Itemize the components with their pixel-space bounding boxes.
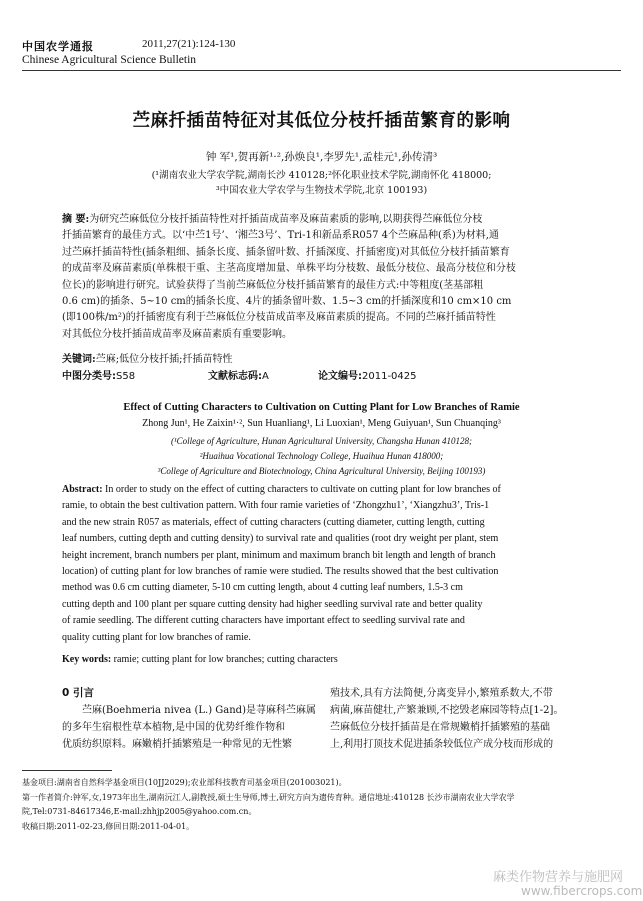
authors-cn: 钟 军¹,贺再新¹·²,孙焕良¹,李罗先¹,孟桂元¹,孙传清³	[205, 151, 438, 163]
keywords-en	[62, 652, 584, 668]
footnote-dates: 收稿日期:2011-02-23,修回日期:2011-04-01。	[22, 822, 195, 831]
keywords-en-text: ramie; cutting plant for low branches; cutting characters	[113, 654, 338, 665]
abstract-en-line: leaf numbers, cutting depth and cutting density) to survival rate and qualities (root dry weight per plant, stem	[62, 533, 499, 545]
article-number: 论文编号:2011-0425	[318, 371, 417, 382]
intro-line: 殖技术,具有方法简便,分离变异小,繁殖系数大,不带	[330, 688, 553, 699]
document-code: 文献标志码:A	[208, 371, 269, 382]
abstract-cn-label: 摘 要:	[62, 214, 90, 225]
abstract-cn-line: 摘 要:为研究苎麻低位分枝扦插苗特性对扦插苗成苗率及麻苗素质的影响,以期获得苎麻低位分枝	[62, 214, 483, 225]
affiliation-en-line: ³College of Agriculture and Biotechnology, China Agricultural University, Beijing 100193)	[157, 466, 486, 476]
keywords-cn-label: 关键词:	[62, 354, 96, 365]
authors-en: Zhong Jun¹, He Zaixin¹·², Sun Huanliang¹, Li Luoxian¹, Meng Guiyuan¹, Sun Chuanqing³	[142, 418, 501, 429]
clc-number: 中图分类号:S58	[62, 371, 136, 382]
keywords-cn-text: 苎麻;低位分枝扦插;扦插苗特性	[95, 354, 233, 365]
abstract-en-line: quality cutting plant for low branches of ramie.	[62, 631, 251, 643]
affiliation-en-line: (¹College of Agriculture, Hunan Agricultural University, Changsha Hunan 410128;	[170, 436, 473, 446]
watermark-text: 麻类作物营养与施肥网	[493, 870, 624, 885]
paper-title-cn: 苎麻扦插苗特征对其低位分枝扦插苗繁育的影响	[132, 111, 511, 131]
abstract-cn-line: 的成苗率及麻苗素质(单株根干重、主茎高度增加量、单株平均分枝数、最低分枝位、最高分枝位和分枝	[62, 263, 516, 275]
journal-volume: 2011,27(21):124-130	[142, 38, 236, 50]
footnote-funding: 基金项目:湖南省自然科学基金项目(10JJ2029);农业部科技教育司基金项目(201003021)。	[22, 778, 347, 787]
abstract-cn-line: 0.6 cm)的插条、5~10 cm的插条长度、4片的插条留叶数、1.5~3 cm的扦插深度和10 cm×10 cm	[62, 296, 512, 308]
intro-line: 的多年生宿根性草本植物,是中国的优势纤维作物和	[62, 722, 286, 733]
footnote-author: 第一作者简介:钟军,女,1973年出生,湖南沅江人,副教授,硕士生导师,博士,研究方向为遗传育种。通信地址:410128 长沙市湖南农业大学农学	[22, 793, 515, 802]
abstract-cn	[62, 212, 584, 343]
intro-line: 苎麻低位分枝扦插苗是在常规嫩梢扦插繁殖的基础	[330, 722, 550, 733]
paper-title-en: Effect of Cutting Characters to Cultivation on Cutting Plant for Low Branches of Ramie	[123, 402, 520, 413]
keywords-cn	[62, 350, 232, 365]
affiliation-cn-line: (¹湖南农业大学农学院,湖南长沙 410128;²怀化职业技术学院,湖南怀化 418000;	[151, 170, 492, 181]
abstract-cn-line: 扦插苗繁育的最佳方式。以‘中苎1号’、‘湘苎3号’、Tri-1和新品系R057 4个苎麻品种(系)为材料,通	[62, 230, 499, 242]
abstract-en-line: ramie, to obtain the best cultivation pattern. With four ramie varieties of ‘Zhongzhu1’, ‘Xiangzhu3’, Tris-1	[62, 500, 490, 512]
abstract-en-line: method was 0.6 cm cutting diameter, 5-10 cm cutting length, about 4 cutting leaf numbers, 1.5-3 cm	[62, 582, 463, 594]
abstract-en-line: location) of cutting plant for low branches of ramie were studied. The results showed that the best cultivation	[62, 566, 499, 578]
abstract-en	[62, 482, 584, 646]
footnote-author-contact: 院,Tel:0731-84617346,E-mail:zhhjp2005@yahoo.com.cn。	[22, 807, 257, 816]
abstract-cn-line: (即100株/m²)的扦插密度有利于苎麻低位分枝苗成苗率及麻苗素质的提高。不同的苎麻扦插苗特性	[62, 312, 496, 324]
abstract-en-line: cutting depth and 100 plant per square cutting density had higher seedling survival rate and better quality	[62, 598, 483, 610]
header-rule	[22, 70, 621, 71]
abstract-en-line: and the new strain R057 as materials, effect of cutting characters (cutting diameter, cutting length, cutting	[62, 516, 485, 528]
journal-name-en: Chinese Agricultural Science Bulletin	[22, 54, 197, 66]
journal-name-cn: 中国农学通报	[22, 40, 94, 53]
intro-line: 病菌,麻苗健壮,产繁兼顾,不挖毁老麻园等特点[1-2]。	[330, 705, 564, 716]
abstract-en-line: Abstract: In order to study on the effect of cutting characters to cultivate on cutting plant for low branches of	[62, 484, 501, 495]
intro-right-column	[330, 685, 592, 753]
keywords-en-label: Key words:	[62, 654, 112, 665]
intro-line: 苎麻(Boehmeria nivea (L.) Gand)是荨麻科苎麻属	[82, 705, 316, 716]
affiliation-en-line: ²Huaihua Vocational Technology College, Huaihua Hunan 418000;	[199, 451, 444, 461]
abstract-en-line: height increment, branch numbers per plant, minimum and maximum branch bit length and length of branch	[62, 549, 496, 561]
intro-line: 优质纺织原料。麻嫩梢扦插繁殖是一种常见的无性繁	[62, 739, 292, 750]
footnote-rule	[22, 770, 112, 771]
abstract-cn-line: 过苎麻扦插苗特性(插条粗细、插条长度、插条留叶数、扦插深度、扦插密度)对其低位分枝扦插苗繁育	[62, 246, 510, 258]
intro-heading: 0 引言	[62, 687, 94, 699]
abstract-en-label: Abstract:	[62, 484, 103, 495]
abstract-cn-line: 位长)的影响进行研究。试验获得了当前苎麻低位分枝扦插苗繁育的最佳方式:中等粗度(茎基部粗	[62, 279, 484, 291]
watermark-url: www.fibercrops.com	[521, 884, 643, 898]
affiliation-cn-line: ³中国农业大学农学与生物技术学院,北京 100193)	[215, 185, 428, 196]
intro-line: 上,利用打顶技术促进插条较低位产成分枝而形成的	[330, 739, 554, 750]
intro-left-column	[62, 702, 324, 753]
abstract-en-line: of ramie seedling. The different cutting characters have important effect to seedling survival rate and	[62, 615, 465, 627]
abstract-cn-line: 对其低位分枝扦插苗成苗率及麻苗素质有重要影响。	[62, 328, 292, 340]
